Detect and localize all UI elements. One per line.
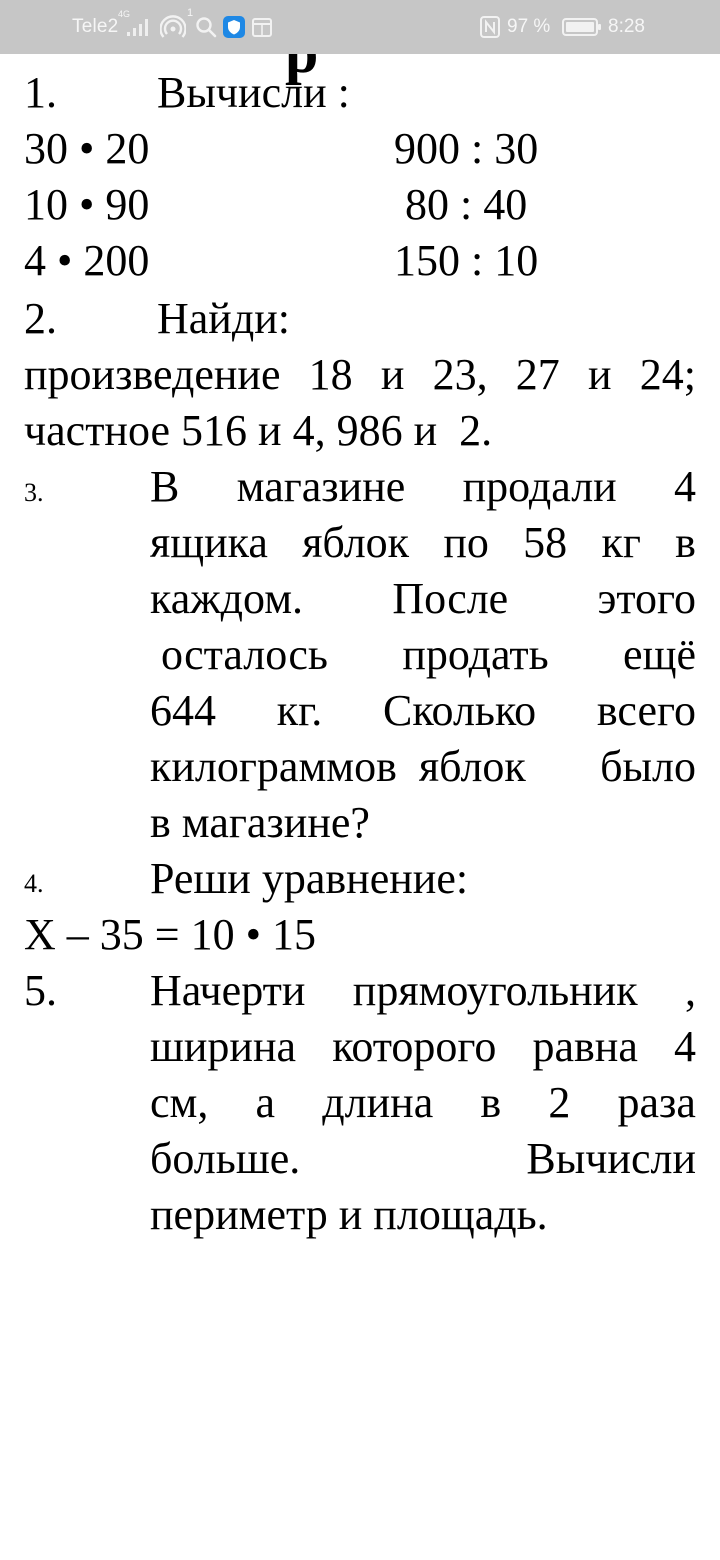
word: в [480, 1078, 502, 1127]
word: 23, [432, 350, 488, 399]
word: Начерти [150, 966, 306, 1015]
word: по [443, 518, 489, 567]
task1-row1-left: 30 • 20 [24, 124, 150, 173]
word: 18 [308, 350, 353, 399]
wifi-hotspot-icon [160, 0, 186, 54]
word: После [392, 574, 509, 623]
word: и [587, 350, 612, 399]
task1-row3-right: 150 : 10 [394, 236, 539, 285]
word: прямоугольник [352, 966, 638, 1015]
task3-line6 [150, 742, 696, 791]
battery-icon [562, 0, 602, 54]
word: было [600, 742, 696, 791]
word: ещё [623, 630, 696, 679]
word: произведение [24, 350, 281, 399]
word: а [255, 1078, 276, 1127]
word: ящика [150, 518, 268, 567]
task4-number: 4. [24, 869, 44, 898]
word: ширина [150, 1022, 297, 1071]
task2-number: 2. [24, 294, 57, 343]
task3-line5 [150, 686, 696, 735]
network-type: 4G [118, 9, 131, 19]
word: 27 [515, 350, 560, 399]
signal-bars-icon [126, 0, 152, 54]
word: длина [322, 1078, 434, 1127]
task1-row2-left: 10 • 90 [24, 180, 150, 229]
search-icon [195, 0, 217, 54]
word: 644 [150, 686, 216, 735]
word: Сколько [383, 686, 537, 735]
carrier-name: Tele2 [72, 16, 119, 37]
word: 58 [523, 518, 568, 567]
word: Вычисли [526, 1134, 696, 1183]
clock-time: 8:28 [608, 16, 645, 37]
word: этого [597, 574, 696, 623]
task1-row2-right: 80 : 40 [405, 180, 528, 229]
word: 4 [674, 1022, 696, 1071]
task5-line2 [150, 1022, 696, 1071]
word: в [675, 518, 696, 567]
word: 2 [548, 1078, 571, 1127]
task5-line5: периметр и площадь. [150, 1190, 548, 1239]
task3-line3 [150, 574, 696, 623]
task5-line4 [150, 1134, 696, 1183]
task3-line7: в магазине? [150, 798, 370, 847]
word: продали [462, 462, 617, 511]
word: которого [332, 1022, 497, 1071]
task3-line1 [150, 462, 696, 511]
task3-line4 [150, 630, 696, 679]
word: каждом. [150, 574, 304, 623]
hotspot-count: 1 [187, 7, 194, 19]
task5-number: 5. [24, 966, 57, 1015]
task1-heading: Вычисли : [157, 68, 350, 117]
word: яблок [302, 518, 410, 567]
word: см, [150, 1078, 209, 1127]
word: кг [601, 518, 641, 567]
task1-number: 1. [24, 68, 57, 117]
task5-line1 [150, 966, 696, 1015]
task1-row3-left: 4 • 200 [24, 236, 150, 285]
task4-equation: X – 35 = 10 • 15 [24, 910, 316, 959]
word: раза [617, 1078, 696, 1127]
word: продать [402, 630, 549, 679]
nfc-icon [479, 0, 501, 54]
word: , [684, 966, 696, 1015]
battery-percent: 97 % [507, 16, 551, 37]
task3-number: 3. [24, 478, 44, 507]
status-bar [0, 0, 720, 54]
shield-icon [222, 0, 246, 54]
task2-heading: Найди: [157, 294, 291, 343]
task2-quotient-line: частное 516 и 4, 986 и 2. [24, 406, 493, 455]
word: 4 [674, 462, 696, 511]
task1-row1-right: 900 : 30 [394, 124, 539, 173]
word: и [380, 350, 405, 399]
word: больше. [150, 1134, 301, 1183]
word: всего [596, 686, 696, 735]
task2-product-line [24, 350, 696, 399]
task5-line3 [150, 1078, 696, 1127]
word: осталось [150, 630, 328, 679]
word: магазине [236, 462, 406, 511]
calendar-icon [251, 0, 273, 54]
task4-heading: Реши уравнение: [150, 854, 469, 903]
word: В [150, 462, 180, 511]
word: кг. [276, 686, 323, 735]
word: 24; [639, 350, 696, 399]
task3-line2 [150, 518, 696, 567]
word: равна [532, 1022, 638, 1071]
word: килограммов яблок [150, 742, 526, 791]
